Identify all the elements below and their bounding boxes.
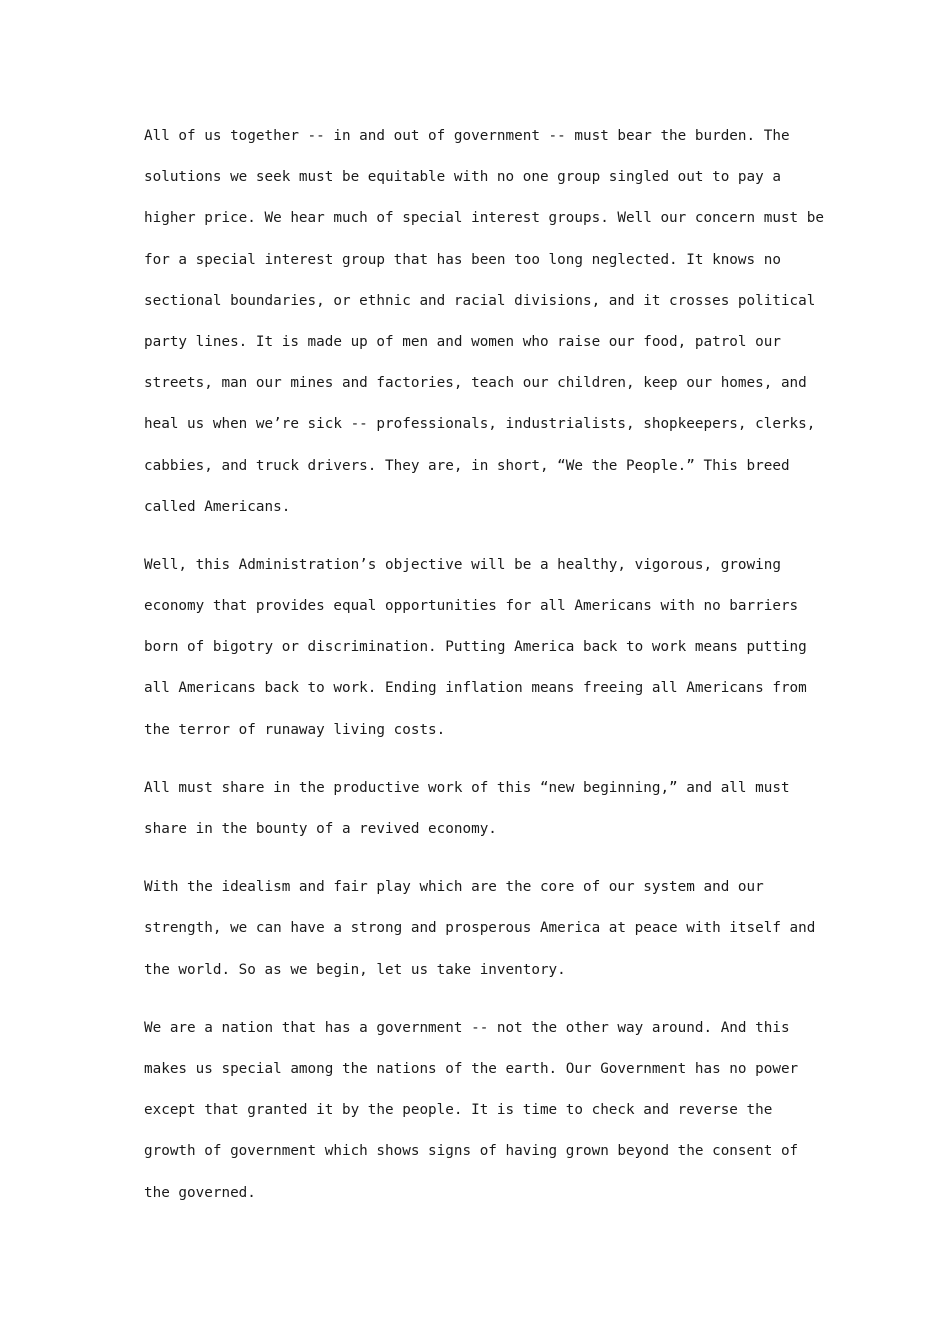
paragraph-line: higher price. We hear much of special interest groups. Well our concern must be [144,210,824,227]
paragraph-line: sectional boundaries, or ethnic and racial divisions, and it crosses political [144,292,816,309]
paragraph-line: cabbies, and truck drivers. They are, in short, “We the People.” This breed [144,457,790,474]
paragraph-line: All of us together -- in and out of government -- must bear the burden. The [144,128,790,144]
paragraph-line: all Americans back to work. Ending inflation means freeing all Americans from [144,680,807,697]
paragraph-line: makes us special among the nations of the earth. Our Government has no power [144,1060,799,1077]
paragraph-line: With the idealism and fair play which are the core of our system and our [144,879,764,896]
paragraph-line: heal us when we’re sick -- professionals, industrialists, shopkeepers, clerks, [144,416,816,433]
paragraph-1 [144,116,824,528]
paragraph-line: share in the bounty of a revived economy. [144,821,497,837]
paragraph-line: All must share in the productive work of this “new beginning,” and all must [144,779,790,796]
paragraph-line: born of bigotry or discrimination. Putting America back to work means putting [144,639,807,656]
paragraph-line: the world. So as we begin, let us take inventory. [144,961,566,978]
paragraph-2 [144,545,824,751]
paragraph-3 [144,768,824,850]
paragraph-5 [144,1008,824,1214]
paragraph-line: strength, we can have a strong and prosperous America at peace with itself and [144,920,816,937]
paragraph-line: called Americans. [144,498,291,515]
paragraph-line: solutions we seek must be equitable with no one group singled out to pay a [144,169,781,186]
paragraph-line: the terror of runaway living costs. [144,721,446,738]
paragraph-line: growth of government which shows signs of having grown beyond the consent of [144,1143,799,1160]
paragraph-4 [144,867,824,991]
paragraph-line: streets, man our mines and factories, teach our children, keep our homes, and [144,375,807,392]
paragraph-line: except that granted it by the people. It is time to check and reverse the [144,1102,773,1119]
paragraph-line: Well, this Administration’s objective will be a healthy, vigorous, growing [144,556,781,573]
paragraph-line: the governed. [144,1184,256,1201]
paragraph-line: party lines. It is made up of men and women who raise our food, patrol our [144,333,781,350]
paragraph-line: for a special interest group that has been too long neglected. It knows no [144,251,781,268]
paragraph-line: We are a nation that has a government -- not the other way around. And this [144,1019,790,1036]
document-body [144,116,824,1231]
paragraph-line: economy that provides equal opportunities for all Americans with no barriers [144,598,799,615]
